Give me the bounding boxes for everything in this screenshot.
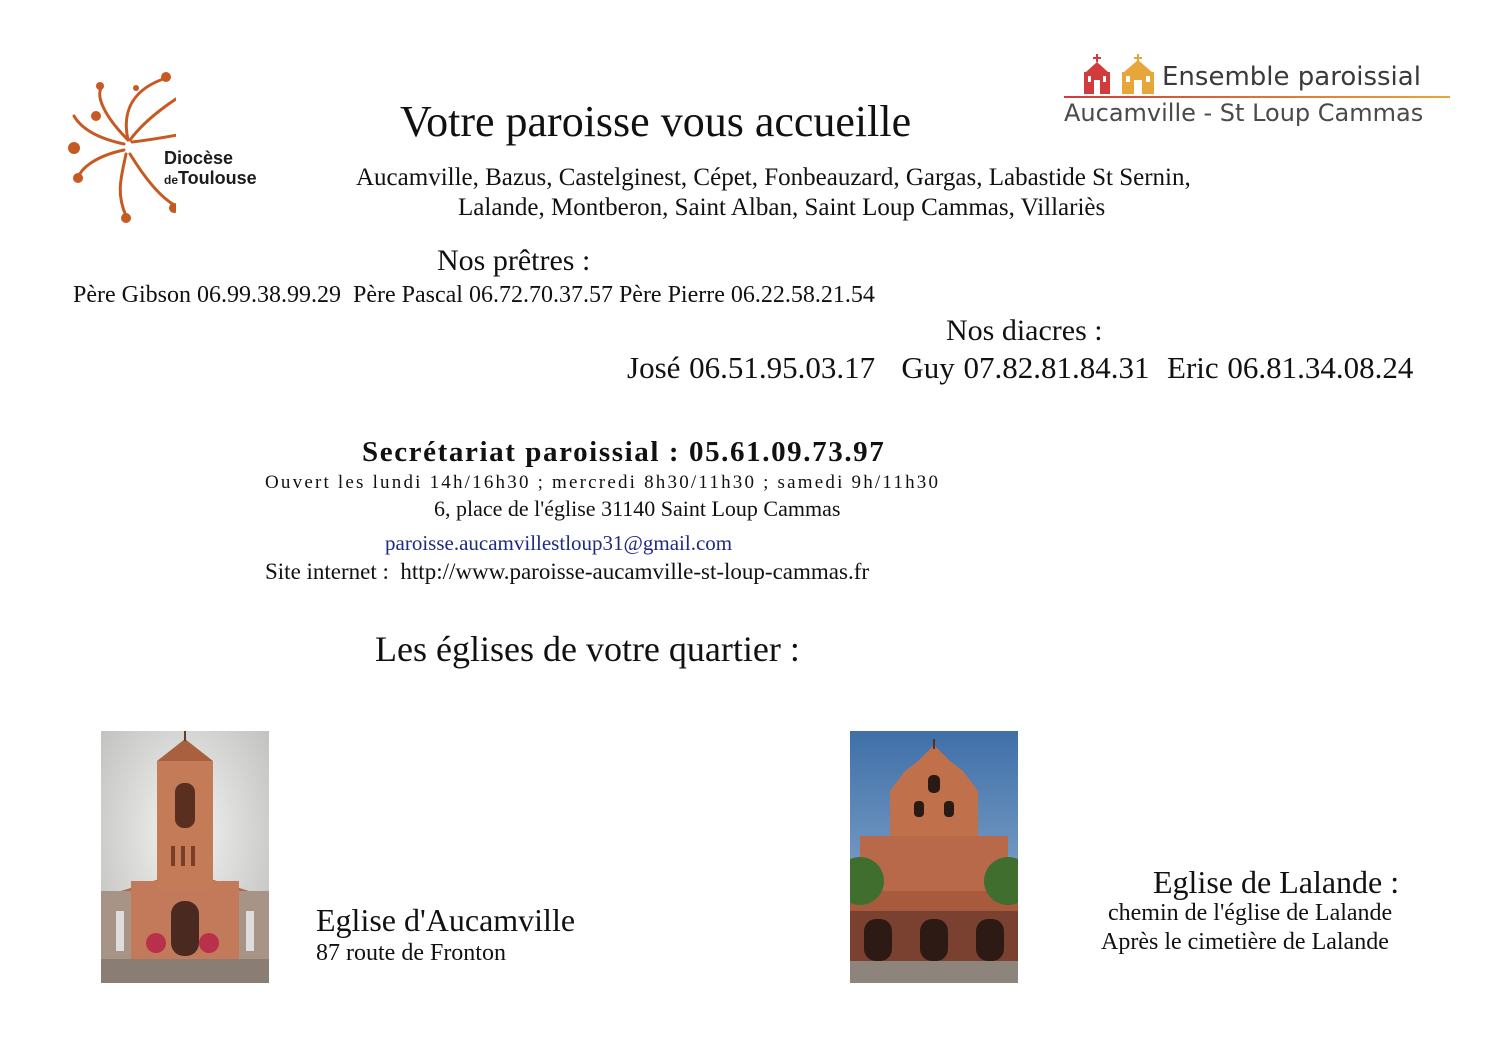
church-1-address: 87 route de Fronton <box>316 940 506 966</box>
parish-logo-line1: Ensemble paroissial <box>1162 62 1421 92</box>
diocese-logo <box>66 68 296 233</box>
towns-line-2: Lalande, Montberon, Saint Alban, Saint Loup Cammas, Villariès <box>458 194 1106 221</box>
email-link[interactable]: paroisse.aucamvillestloup31@gmail.com <box>385 531 733 555</box>
diocese-logo-line1: Diocèse <box>164 148 234 168</box>
deacons-heading: Nos diacres : <box>946 314 1103 347</box>
parish-logo <box>1062 54 1452 134</box>
priests-heading: Nos prêtres : <box>437 244 591 277</box>
church-2-address: chemin de l'église de Lalande <box>1108 900 1393 926</box>
church-icons <box>1080 54 1160 96</box>
website-link[interactable]: http://www.paroisse-aucamville-st-loup-cammas.fr <box>400 559 870 584</box>
towns-line-1: Aucamville, Bazus, Castelginest, Cépet, Fonbeauzard, Gargas, Labastide St Sernin, <box>356 164 1191 191</box>
page-title: Votre paroisse vous accueille <box>400 97 912 146</box>
secretariat-address: 6, place de l'église 31140 Saint Loup Cammas <box>434 496 841 521</box>
secretariat-hours: Ouvert les lundi 14h/16h30 ; mercredi 8h30/11h30 ; samedi 9h/11h30 <box>265 472 941 493</box>
secretariat-title: Secrétariat paroissial : 05.61.09.73.97 <box>362 436 886 468</box>
churches-heading: Les églises de votre quartier : <box>375 629 800 669</box>
lalande-church-photo <box>850 731 1018 983</box>
occitan-cross-icon <box>66 68 176 233</box>
diocese-logo-line2: deToulouse <box>164 168 257 188</box>
parish-logo-line2: Aucamville - St Loup Cammas <box>1064 99 1424 127</box>
website-line <box>265 559 869 585</box>
church-1-name: Eglise d'Aucamville <box>316 902 576 938</box>
deacons-list: José 06.51.95.03.17 Guy 07.82.81.84.31 Eric 06.81.34.08.24 <box>627 350 1414 385</box>
church-2-note: Après le cimetière de Lalande <box>1101 929 1389 955</box>
church-2-name: Eglise de Lalande : <box>1153 864 1400 900</box>
priests-list: Père Gibson 06.99.38.99.29 Père Pascal 06.72.70.37.57 Père Pierre 06.22.58.21.54 <box>73 282 875 308</box>
aucamville-church-photo <box>101 731 269 983</box>
website-label: Site internet : <box>265 559 389 584</box>
parish-logo-rule <box>1064 96 1450 98</box>
